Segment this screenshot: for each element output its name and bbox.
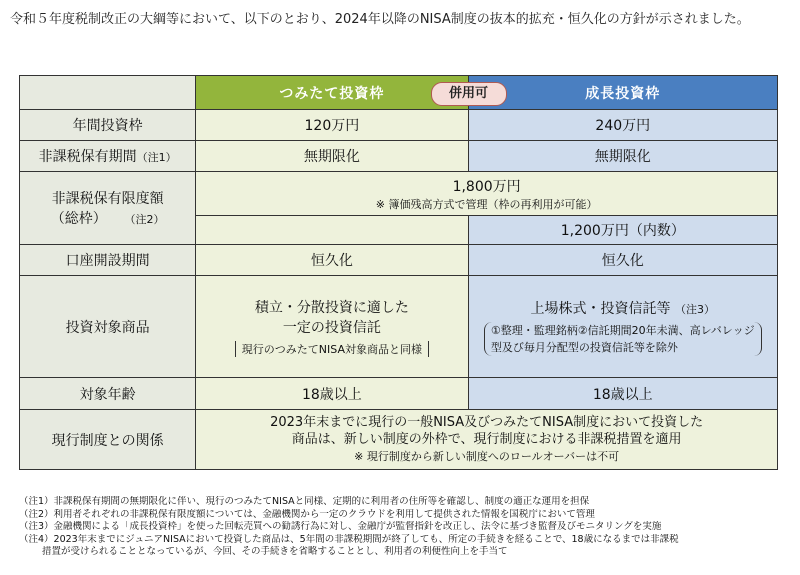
table-row <box>20 410 778 470</box>
footnote-4-cont: 措置が受けられることとなっているが、今回、その手続きを省略することとし、利用者の利便性向上を手当て <box>42 546 508 557</box>
footnotes <box>19 496 789 559</box>
products-seicho: 上場株式・投資信託等 （注3） ①整理・監理銘柄②信託期間20年未満、高レバレッジ 型及び毎月分配型の投資信託等を除外 <box>468 276 777 378</box>
limit-total: 1,800万円 ※ 簿価残高方式で管理（枠の再利用が可能） <box>196 172 778 216</box>
footnote-3: （注3）金融機関による「成長投資枠」を使った回転売買への勧誘行為に対し、金融庁が監督指針を改正し、法令に基づき監督及びモニタリングを実施 <box>19 521 662 532</box>
annual-seicho: 240万円 <box>468 110 777 141</box>
table-row <box>20 378 778 410</box>
row-label-products: 投資対象商品 <box>20 276 196 378</box>
table-row <box>20 172 778 216</box>
note-ref-1: （注1） <box>136 151 177 164</box>
header-seicho: 成長投資枠 <box>468 76 777 110</box>
limit-total-note: ※ 簿価残高方式で管理（枠の再利用が可能） <box>375 197 598 211</box>
hold-period-tsumitate: 無期限化 <box>196 141 468 172</box>
header-tsumitate-label: つみたて投資枠 <box>279 85 385 102</box>
footnote-1: （注1）非課税保有期間の無期限化に伴い、現行のつみたてNISAと同様、定期的に利用者の住所等を確認し、制度の適正な運用を担保 <box>19 496 590 507</box>
row-label-limit: 非課税保有限度額 （総枠） （注2） <box>20 172 196 245</box>
header-tsumitate <box>196 76 489 110</box>
limit-seicho: 1,200万円（内数） <box>468 216 777 245</box>
footnote-4: （注4）2023年末までにジュニアNISAにおいて投資した商品は、5年間の非課税期間が終了しても、所定の手続きを経ることで、18歳になるまでは非課税 <box>19 533 679 545</box>
row-label-relation: 現行制度との関係 <box>20 410 196 470</box>
relation-content: 2023年末までに現行の一般NISA及びつみたてNISA制度において投資した 商品は、新しい制度の外枠で、現行制度における非課税措置を適用 ※ 現行制度から新しい制度へのロールオーバーは不可 <box>196 410 778 470</box>
table-row <box>20 276 778 378</box>
hold-period-seicho: 無期限化 <box>468 141 777 172</box>
products-tsumitate-bracket: 現行のつみたてNISA対象商品と同様 <box>235 341 429 357</box>
note-ref-3: （注3） <box>675 302 715 316</box>
products-seicho-exclusion: ①整理・監理銘柄②信託期間20年未満、高レバレッジ 型及び毎月分配型の投資信託等を除外 <box>484 322 762 356</box>
account-period-tsumitate: 恒久化 <box>196 245 468 276</box>
table-row <box>20 141 778 172</box>
table-row <box>20 110 778 141</box>
footnote-2: （注2）利用者それぞれの非課税保有限度額については、金融機関から一定のクラウドを利用して提供された情報を国税庁において管理 <box>19 508 595 520</box>
age-tsumitate: 18歳以上 <box>196 378 468 410</box>
row-label-annual: 年間投資枠 <box>20 110 196 141</box>
row-label-hold-period: 非課税保有期間（注1） <box>20 141 196 172</box>
age-seicho: 18歳以上 <box>468 378 777 410</box>
nisa-comparison-table <box>19 75 778 470</box>
row-label-account-period: 口座開設期間 <box>20 245 196 276</box>
row-label-age: 対象年齢 <box>20 378 196 410</box>
limit-tsumitate-empty <box>196 216 468 245</box>
table-row <box>20 245 778 276</box>
header-empty-cell <box>20 76 196 110</box>
note-ref-2: （注2） <box>124 213 165 226</box>
intro-text: 令和５年度税制改正の大綱等において、以下のとおり、2024年以降のNISA制度の抜本的拡充・恒久化の方針が示されました。 <box>10 12 750 27</box>
combined-use-badge: 併用可 <box>431 82 507 106</box>
products-tsumitate: 積立・分散投資に適した 一定の投資信託 現行のつみたてNISA対象商品と同様 <box>196 276 468 378</box>
annual-tsumitate: 120万円 <box>196 110 468 141</box>
account-period-seicho: 恒久化 <box>468 245 777 276</box>
